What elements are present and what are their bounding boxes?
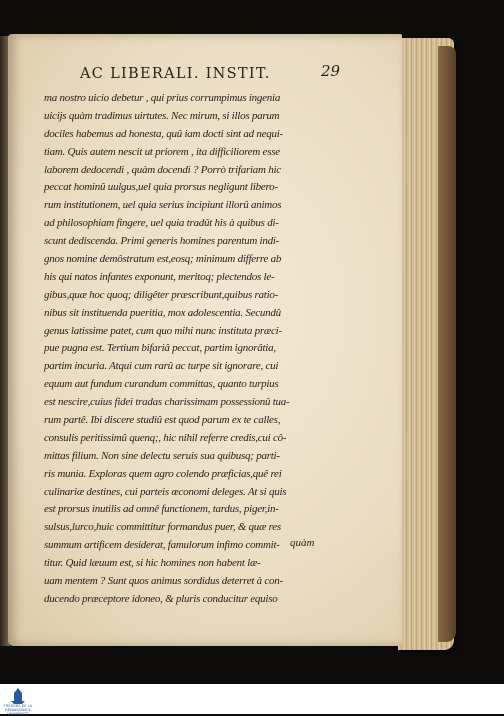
text-line: ris munia. Exploras quem agro colendo præficias,quê rei bbox=[44, 467, 282, 480]
text-line: consulis peritissimû quenq;, hic nihil referre credis,cui cô- bbox=[44, 431, 287, 444]
text-line: gnos nomine demôstratum est,eosq; minimum differre ab bbox=[44, 253, 282, 266]
text-line: ma nostro uicio debetur , qui prius corrumpimus ingenia bbox=[44, 92, 281, 104]
text-line: his qui natos infantes exponunt, meritoq; plectendos le- bbox=[44, 270, 275, 283]
text-line: est prorsus inutilis ad omnê functionem, tardus, piger,in- bbox=[44, 503, 279, 516]
running-head: AC LIBERALI. INSTIT. bbox=[80, 66, 271, 82]
page-number: 29 bbox=[321, 62, 341, 80]
book-cover-edge bbox=[438, 46, 456, 642]
text-line: est nescire,cuius fidei tradas charissimam possessionû tua- bbox=[44, 396, 290, 409]
text-line: nibus sit instituenda pueritia, mox adolescentia. Secundû bbox=[44, 306, 281, 319]
text-line: gibus,quæ hoc quoq; diligêter præscribunt,quibus ratio- bbox=[44, 288, 279, 301]
text-line: rum institutionem, uel quia serius incipiunt illorû animos bbox=[44, 199, 282, 212]
catchword: quàm bbox=[290, 537, 315, 549]
text-block bbox=[44, 90, 330, 609]
text-line: summum artificem desiderat, famulorum infimo commit- bbox=[44, 539, 280, 552]
text-line: ducendo præceptore idoneo, & pluris conducitur equiso bbox=[44, 592, 278, 605]
text-line: equum aut fundum curandum committas, quanto turpius bbox=[44, 378, 279, 391]
text-line: uam mentem ? Sunt quos animus sordidus deterret à con- bbox=[44, 575, 283, 588]
text-line: laborem dedocendi , quàm docendi ? Porrò trifariam hic bbox=[44, 163, 281, 176]
text-line: culinariæ destines, cui parteis œconomi deleges. At si quis bbox=[44, 485, 287, 498]
text-line: ad philosophiam fingere, uel quia tradût his à quibus di- bbox=[44, 217, 279, 230]
text-line: genus latissime patet, cum quo mihi nunc instituta præci- bbox=[44, 324, 282, 337]
text-line: dociles habemus ad honesta, quû iam docti sint ad nequi- bbox=[44, 127, 283, 140]
footer-bar bbox=[0, 684, 504, 714]
text-line: sulsus,lurco,huic committitur formandus puer, & quæ res bbox=[44, 521, 281, 534]
logo-text: TRESORS DE LA RENAISSANCE UNIVERSITÉ bbox=[3, 704, 33, 716]
text-line: peccat hominû uulgus,uel quia prorsus negligunt libero- bbox=[44, 181, 278, 194]
text-line: partim incuria. Atqui cum rarû ac turpe sit ignorare, cui bbox=[44, 360, 279, 373]
text-line: tiam. Quis autem nescit ut priorem , ita difficiliorem esse bbox=[44, 145, 280, 158]
text-line: titur. Quid læuum est, si hic homines non habent læ- bbox=[44, 557, 261, 570]
text-line: mittas filium. Non sine delectu seruis sua quibusq; parti- bbox=[44, 449, 280, 462]
text-line: pue pugna est. Tertium bifariâ peccat, partim ignorâtia, bbox=[44, 342, 276, 355]
text-line: scunt dediscenda. Primi generis homines parentum indi- bbox=[44, 235, 280, 248]
text-line: uicijs quàm tradimus uirtutes. Nec mirum, si illos parum bbox=[44, 109, 280, 122]
text-line: rum partê. Ibi discere studiû est quod parum ex te calles, bbox=[44, 414, 281, 427]
